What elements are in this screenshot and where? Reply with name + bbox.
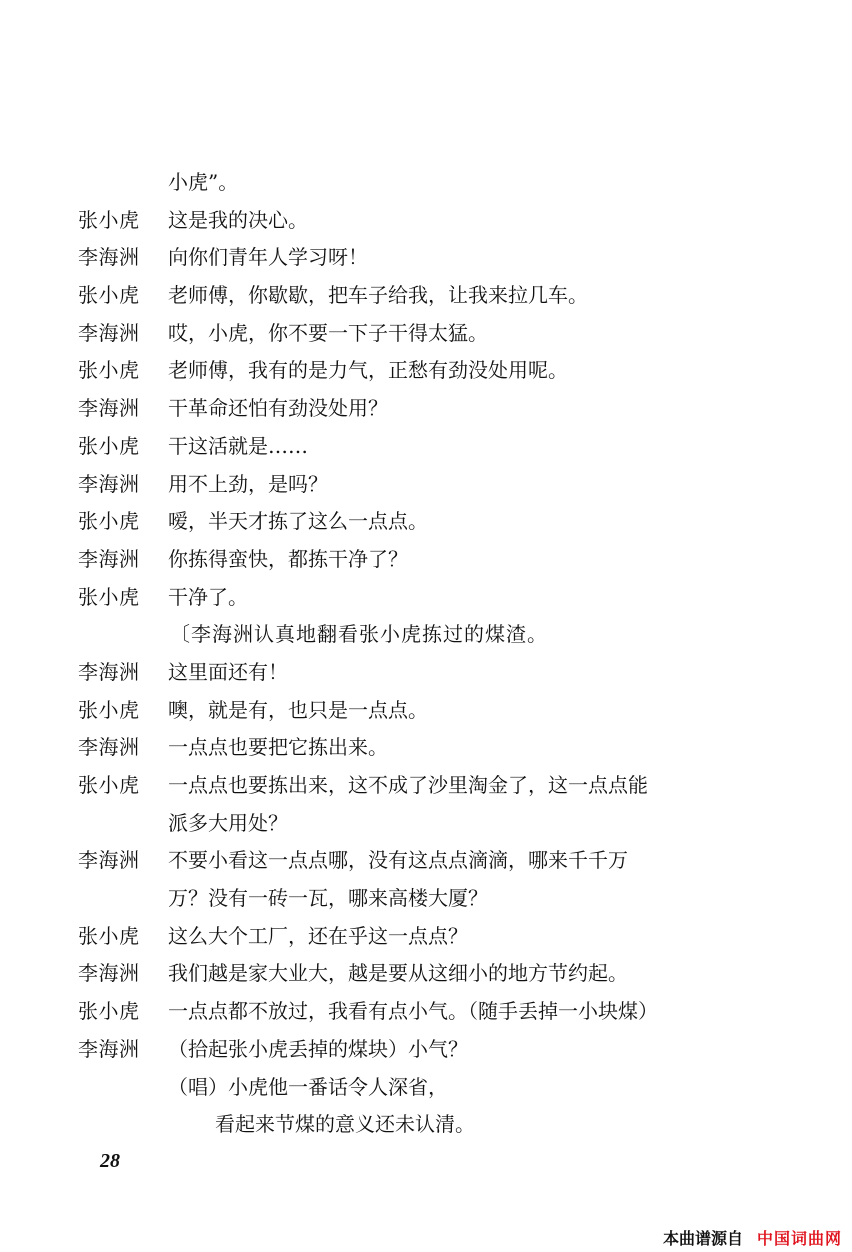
dialogue-line: [78, 352, 718, 390]
dialogue-line: [78, 315, 718, 353]
dialogue-line: [78, 164, 718, 202]
footer-credit: [663, 1226, 842, 1249]
speaker-name: 李海洲: [78, 320, 140, 345]
dialogue-line: [78, 428, 718, 466]
dialogue-line: [78, 729, 718, 767]
line-text: 向你们青年人学习呀！: [168, 245, 368, 270]
line-text: 小虎”。: [168, 170, 239, 194]
speaker-name: 李海洲: [78, 471, 140, 496]
line-text: 噢，就是有，也只是一点点。: [168, 697, 428, 722]
speaker-name: 李海洲: [78, 546, 140, 571]
line-text: 不要小看这一点点哪，没有这点点滴滴，哪来千千万: [168, 848, 628, 873]
speaker-name: 李海洲: [78, 735, 140, 760]
dialogue-line: [78, 805, 718, 843]
line-text: 哎，小虎，你不要一下子干得太猛。: [168, 320, 488, 345]
dialogue-line: [78, 1031, 718, 1069]
line-text: 干这活就是……: [168, 433, 308, 458]
dialogue-line: [78, 767, 718, 805]
speaker-name: 李海洲: [78, 1036, 140, 1061]
speaker-name: 李海洲: [78, 659, 140, 684]
dialogue-line: [78, 277, 718, 315]
line-text: （唱）小虎他一番话令人深省，: [168, 1074, 448, 1099]
stage-direction: [78, 616, 718, 654]
line-text: 干革命还怕有劲没处用？: [168, 396, 388, 421]
speaker-name: 张小虎: [78, 358, 140, 383]
speaker-name: 张小虎: [78, 207, 140, 232]
line-text: 一点点也要拣出来，这不成了沙里淘金了，这一点点能: [168, 773, 648, 797]
line-text: 干净了。: [168, 584, 248, 609]
dialogue-line: [78, 654, 718, 692]
dialogue-line: [78, 579, 718, 617]
dialogue-line: [78, 918, 718, 956]
speaker-name: 张小虎: [78, 697, 140, 722]
dialogue-line: [78, 880, 718, 918]
dialogue-line: [78, 390, 718, 428]
speaker-name: 张小虎: [78, 923, 140, 948]
dialogue-line: [78, 1069, 718, 1107]
line-text: 用不上劲，是吗？: [168, 471, 328, 496]
line-text: 万？没有一砖一瓦，哪来高楼大厦？: [168, 886, 488, 911]
speaker-name: 张小虎: [78, 433, 140, 458]
dialogue-line: [78, 993, 718, 1031]
line-text: 一点点都不放过，我看有点小气。（随手丢掉一小块煤）: [168, 999, 658, 1024]
footer-site-name[interactable]: 中国词曲网: [756, 1229, 842, 1248]
page-number: 28: [100, 1150, 120, 1172]
line-text: 我们越是家大业大，越是要从这细小的地方节约起。: [168, 961, 628, 986]
line-text: 派多大用处？: [168, 810, 288, 835]
dialogue-line: [78, 955, 718, 993]
line-text: 看起来节煤的意义还未认清。: [215, 1112, 475, 1137]
line-text: 这是我的决心。: [168, 207, 308, 232]
dialogue-line: [78, 466, 718, 504]
speaker-name: 张小虎: [78, 584, 140, 609]
dialogue-line: [78, 239, 718, 277]
line-text: 老师傅，我有的是力气，正愁有劲没处用呢。: [168, 358, 568, 383]
play-script: [78, 164, 718, 1144]
speaker-name: 李海洲: [78, 396, 140, 421]
dialogue-line: [78, 541, 718, 579]
dialogue-line: [78, 692, 718, 730]
dialogue-line: [78, 503, 718, 541]
line-text: （拾起张小虎丢掉的煤块）小气？: [168, 1036, 468, 1061]
speaker-name: 张小虎: [78, 773, 140, 797]
speaker-name: 李海洲: [78, 961, 140, 986]
speaker-name: 张小虎: [78, 283, 140, 308]
speaker-name: 李海洲: [78, 245, 140, 270]
line-text: 这里面还有！: [168, 659, 288, 684]
line-text: 这么大个工厂，还在乎这一点点？: [168, 923, 468, 948]
speaker-name: 张小虎: [78, 999, 140, 1024]
dialogue-line: [78, 842, 718, 880]
line-text: 老师傅，你歇歇，把车子给我，让我来拉几车。: [168, 283, 588, 308]
speaker-name: 李海洲: [78, 848, 140, 873]
dialogue-line: [78, 1106, 718, 1144]
dialogue-line: [78, 202, 718, 240]
footer-source-label: 本曲谱源自: [662, 1229, 743, 1248]
speaker-name: 张小虎: [78, 509, 140, 534]
line-text: 一点点也要把它拣出来。: [168, 735, 388, 760]
line-text: 你拣得蛮快，都拣干净了？: [168, 546, 408, 571]
line-text: 嗳，半天才拣了这么一点点。: [168, 509, 428, 534]
line-text: 〔李海洲认真地翻看张小虎拣过的煤渣。: [170, 622, 548, 647]
